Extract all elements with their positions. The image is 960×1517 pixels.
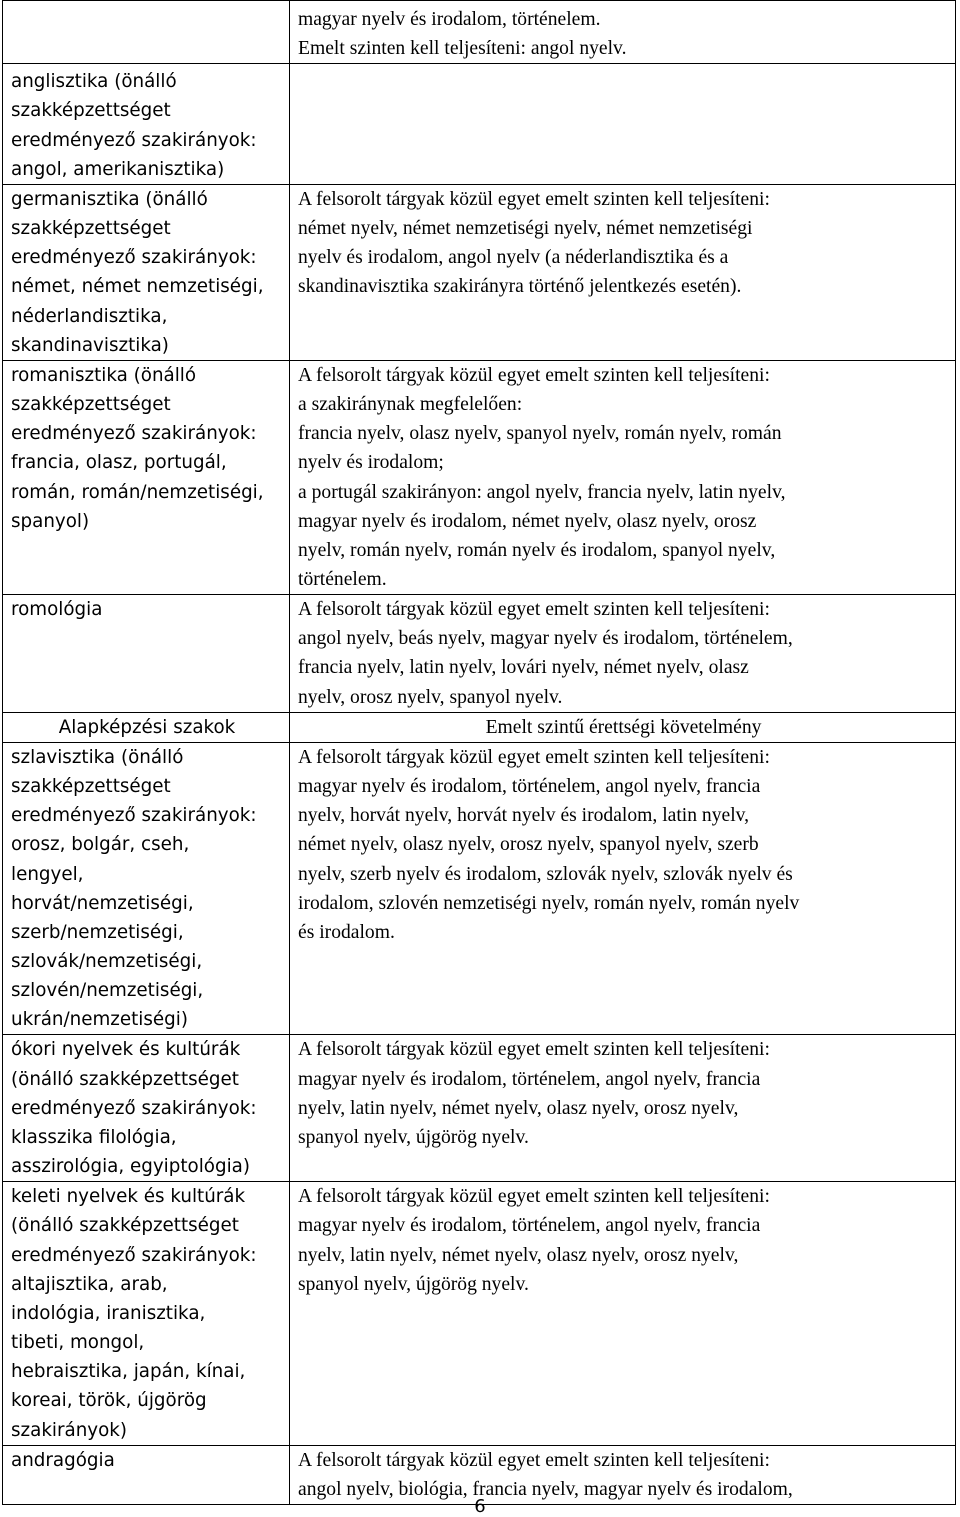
requirement-line: A felsorolt tárgyak közül egyet emelt szinten kell teljesíteni: <box>298 188 770 210</box>
program-line: eredményező szakirányok: <box>11 1097 257 1119</box>
program-line: altajisztika, arab, <box>11 1273 168 1295</box>
program-cell <box>3 184 290 360</box>
program-line: (önálló szakképzettséget <box>11 1215 239 1237</box>
program-cell <box>3 742 290 1035</box>
requirement-line: spanyol nyelv, újgörög nyelv. <box>298 1273 529 1295</box>
requirement-line: nyelv, latin nyelv, német nyelv, olasz nyelv, orosz nyelv, <box>298 1097 739 1119</box>
requirement-line: nyelv, latin nyelv, német nyelv, olasz nyelv, orosz nyelv, <box>298 1244 739 1266</box>
program-line: szakirányok) <box>11 1419 128 1441</box>
program-line: indológia, iranisztika, <box>11 1302 206 1324</box>
program-line: szakképzettséget <box>11 100 171 122</box>
program-line: asszirológia, egyiptológia) <box>11 1156 250 1178</box>
requirement-line: magyar nyelv és irodalom, történelem, angol nyelv, francia <box>298 776 761 798</box>
table-row <box>3 742 956 1035</box>
requirement-line: A felsorolt tárgyak közül egyet emelt szinten kell teljesíteni: <box>298 1449 770 1471</box>
requirement-line: nyelv, orosz nyelv, spanyol nyelv. <box>298 686 563 708</box>
requirement-line: nyelv, horvát nyelv, horvát nyelv és irodalom, latin nyelv, <box>298 805 750 827</box>
requirement-line: nyelv és irodalom; <box>298 452 444 474</box>
table-row <box>3 1182 956 1445</box>
requirement-line: Emelt szinten kell teljesíteni: angol nyelv. <box>298 38 627 60</box>
program-line: spanyol) <box>11 510 90 532</box>
program-line: eredményező szakirányok: <box>11 423 257 445</box>
program-line: (önálló szakképzettséget <box>11 1068 239 1090</box>
table-row <box>3 64 956 185</box>
program-line: ókori nyelvek és kultúrák <box>11 1039 241 1061</box>
requirement-line: a szakiránynak megfelelően: <box>298 394 523 416</box>
program-cell <box>3 1 290 64</box>
table-row <box>3 595 956 713</box>
table-header-row <box>3 712 956 742</box>
program-line: ukrán/nemzetiségi) <box>11 1009 188 1031</box>
program-line: szakképzettséget <box>11 776 171 798</box>
table-row <box>3 1 956 64</box>
program-line: szlovák/nemzetiségi, <box>11 951 203 972</box>
requirement-line: nyelv, román nyelv, román nyelv és irodalom, spanyol nyelv, <box>298 539 776 561</box>
requirement-line: A felsorolt tárgyak közül egyet emelt szinten kell teljesíteni: <box>298 599 770 621</box>
requirement-line: irodalom, szlovén nemzetiségi nyelv, román nyelv, román nyelv <box>298 892 800 914</box>
requirement-line: magyar nyelv és irodalom, történelem. <box>298 9 601 30</box>
requirement-line: és irodalom. <box>298 921 395 943</box>
requirement-cell <box>290 1 956 64</box>
table-row <box>3 360 956 594</box>
program-line: lengyel, <box>11 863 84 885</box>
program-line: andragógia <box>11 1449 115 1471</box>
requirement-line: német nyelv, német nemzetiségi nyelv, német nemzetiségi <box>298 218 753 240</box>
program-line: német, német nemzetiségi, <box>11 276 264 298</box>
program-line: anglisztika (önálló <box>11 71 177 93</box>
program-line: szakképzettséget <box>11 218 171 240</box>
program-line: szerb/nemzetiségi, <box>11 921 184 943</box>
program-line: skandinavisztika) <box>11 334 169 356</box>
program-line: szakképzettséget <box>11 394 171 416</box>
requirement-cell <box>290 360 956 594</box>
requirement-line: A felsorolt tárgyak közül egyet emelt szinten kell teljesíteni: <box>298 1039 770 1061</box>
table-row <box>3 1035 956 1182</box>
requirement-line: skandinavisztika szakirányra történő jelentkezés esetén). <box>298 276 742 298</box>
requirement-cell <box>290 184 956 360</box>
program-line: tibeti, mongol, <box>11 1332 145 1354</box>
program-line: klasszika filológia, <box>11 1126 177 1148</box>
program-cell <box>3 1182 290 1445</box>
requirement-line: történelem. <box>298 568 387 590</box>
requirement-line: A felsorolt tárgyak közül egyet emelt szinten kell teljesíteni: <box>298 364 770 386</box>
program-cell <box>3 595 290 713</box>
program-line: szlavisztika (önálló <box>11 746 184 768</box>
requirement-line: A felsorolt tárgyak közül egyet emelt szinten kell teljesíteni: <box>298 746 770 768</box>
program-cell <box>3 64 290 185</box>
requirement-line: nyelv és irodalom, angol nyelv (a néderlandisztika és a <box>298 247 729 269</box>
program-cell <box>3 360 290 594</box>
requirement-line: magyar nyelv és irodalom, történelem, angol nyelv, francia <box>298 1068 761 1090</box>
program-line: eredményező szakirányok: <box>11 1244 257 1266</box>
requirement-line: magyar nyelv és irodalom, történelem, angol nyelv, francia <box>298 1215 761 1237</box>
requirement-cell <box>290 1182 956 1445</box>
program-cell <box>3 1035 290 1182</box>
program-line: koreai, török, újgörög <box>11 1390 207 1412</box>
requirement-line: spanyol nyelv, újgörög nyelv. <box>298 1126 529 1148</box>
column-header-label: Emelt szintű érettségi követelmény <box>485 716 762 738</box>
column-header-programs <box>3 712 290 742</box>
page-number: 6 <box>474 1496 486 1517</box>
requirement-line: angol nyelv, biológia, francia nyelv, magyar nyelv és irodalom, <box>298 1478 793 1500</box>
program-line: romanisztika (önálló <box>11 364 197 386</box>
program-line: hebraisztika, japán, kínai, <box>11 1361 246 1383</box>
program-line: szlovén/nemzetiségi, <box>11 980 204 1002</box>
requirement-line: magyar nyelv és irodalom, német nyelv, olasz nyelv, orosz <box>298 510 757 532</box>
program-line: keleti nyelvek és kultúrák <box>11 1186 246 1208</box>
program-line: angol, amerikanisztika) <box>11 158 225 180</box>
program-line: néderlandisztika, <box>11 305 168 327</box>
column-header-requirements <box>290 712 956 742</box>
requirement-cell <box>290 1035 956 1182</box>
requirements-table <box>2 0 956 1505</box>
requirement-cell <box>290 64 956 185</box>
requirement-line: a portugál szakirányon: angol nyelv, francia nyelv, latin nyelv, <box>298 481 786 503</box>
requirement-line: angol nyelv, beás nyelv, magyar nyelv és irodalom, történelem, <box>298 628 793 650</box>
requirement-cell <box>290 595 956 713</box>
column-header-label: Alapképzési szakok <box>58 716 236 738</box>
program-line: román, román/nemzetiségi, <box>11 481 264 503</box>
program-line: germanisztika (önálló <box>11 188 208 210</box>
program-line: eredményező szakirányok: <box>11 129 257 151</box>
program-line: eredményező szakirányok: <box>11 247 257 269</box>
requirement-line: A felsorolt tárgyak közül egyet emelt szinten kell teljesíteni: <box>298 1186 770 1208</box>
requirement-line: francia nyelv, olasz nyelv, spanyol nyelv, román nyelv, román <box>298 423 782 445</box>
requirement-cell <box>290 742 956 1035</box>
table-row <box>3 184 956 360</box>
program-line: eredményező szakirányok: <box>11 805 257 827</box>
requirement-line: nyelv, szerb nyelv és irodalom, szlovák nyelv, szlovák nyelv és <box>298 863 793 885</box>
requirement-line: francia nyelv, latin nyelv, lovári nyelv, német nyelv, olasz <box>298 657 749 679</box>
program-line: romológia <box>11 599 103 621</box>
requirement-line: német nyelv, olasz nyelv, orosz nyelv, spanyol nyelv, szerb <box>298 834 759 856</box>
program-line: francia, olasz, portugál, <box>11 452 227 474</box>
program-line: horvát/nemzetiségi, <box>11 892 194 914</box>
program-line: orosz, bolgár, cseh, <box>11 834 190 856</box>
